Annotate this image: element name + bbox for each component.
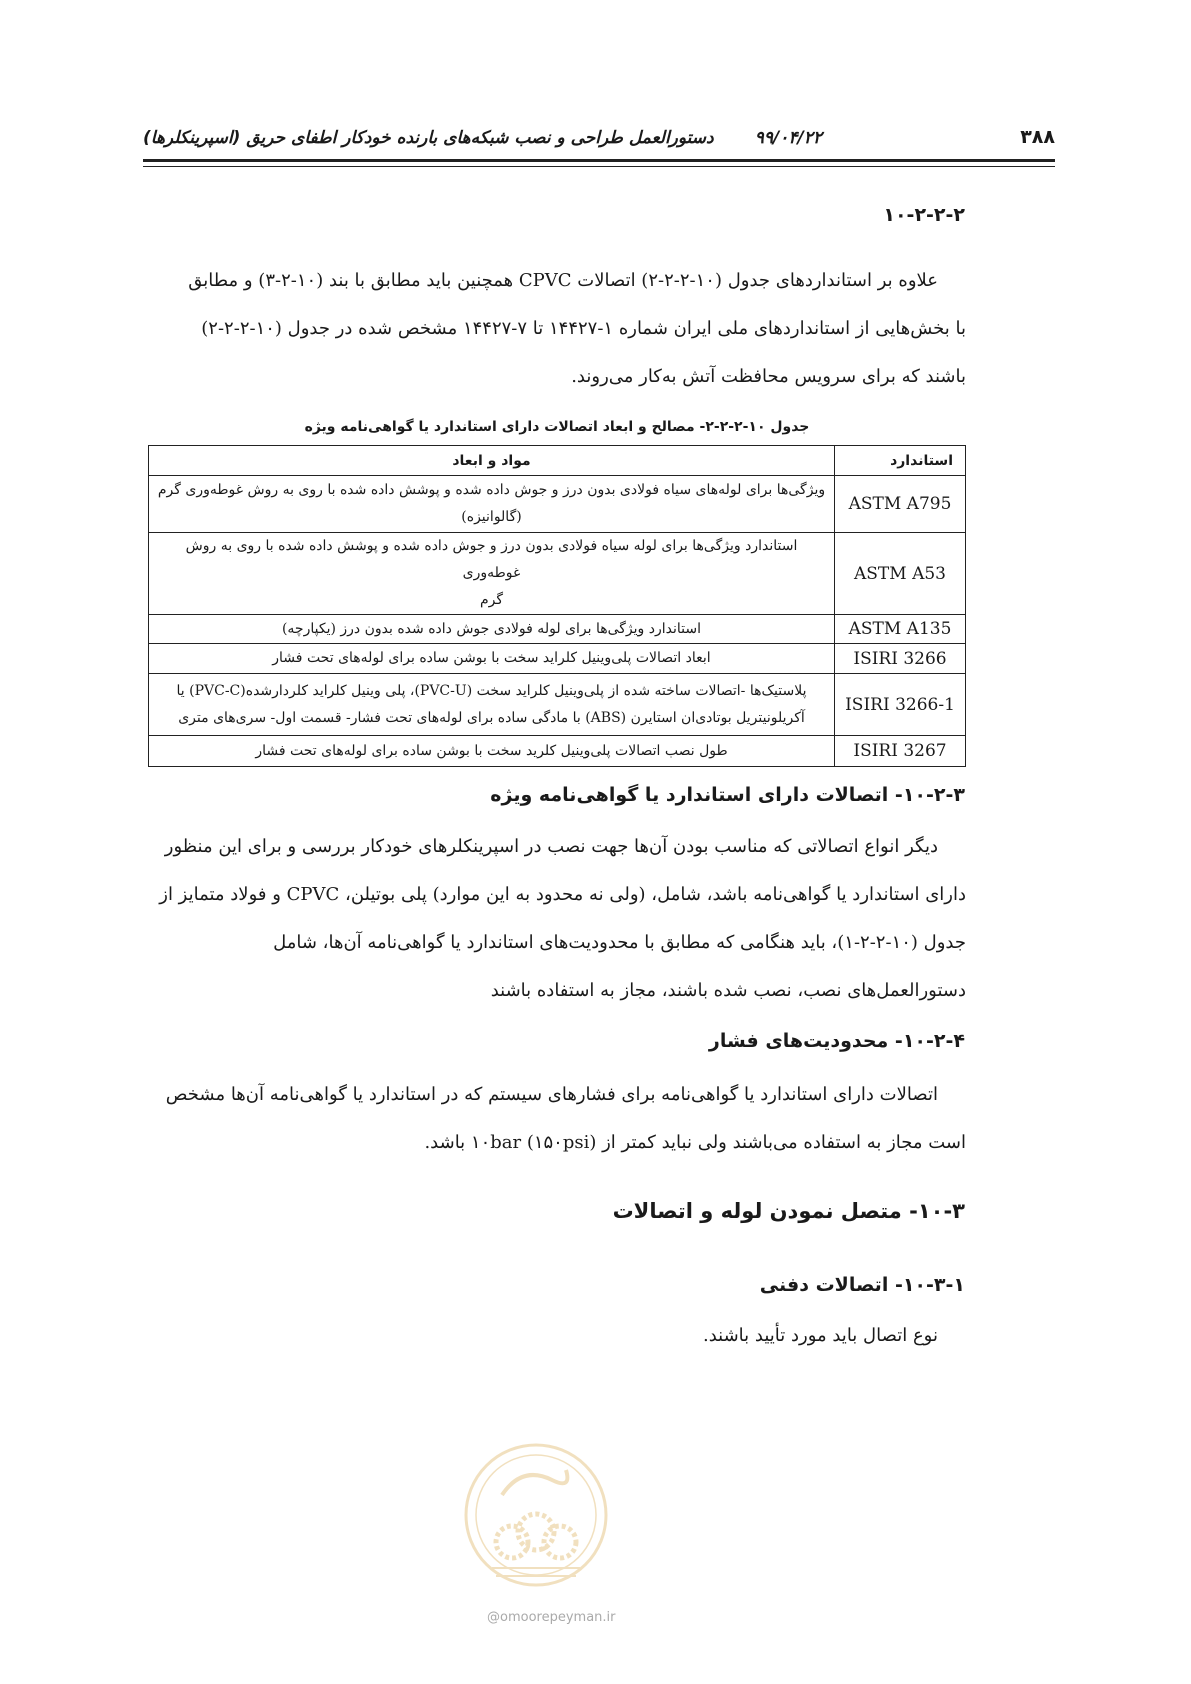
standard-code: ASTM A53 — [835, 533, 966, 615]
paragraph-line: جدول (۱۰-۲-۲-۱)، باید هنگامی که مطابق با محدودیت‌های استاندارد یا گواهی‌نامه آن‌ها، شامل — [273, 932, 966, 953]
paragraph-line: نوع اتصال باید مورد تأیید باشند. — [702, 1325, 938, 1346]
paragraph-line: علاوه بر استانداردهای جدول (۱۰-۲-۲-۲) اتصالات CPVC همچنین باید مطابق با بند (۱۰-۲-۳) و مطابق — [188, 270, 938, 291]
materials-cell — [149, 615, 835, 644]
paragraph-line: دارای استاندارد یا گواهی‌نامه باشد، شامل، (ولی نه محدود به این موارد) پلی بوتیلن، CPVC و فولاد متمایز از — [159, 884, 966, 905]
materials-cell — [149, 476, 835, 533]
header-rule-thin — [143, 166, 1055, 167]
section-2-paragraph — [148, 823, 966, 1015]
paragraph-line: اتصالات دارای استاندارد یا گواهی‌نامه برای فشارهای سیستم که در استاندارد یا گواهی‌نامه آن‌ها مشخص — [165, 1084, 938, 1105]
table-row — [149, 674, 966, 736]
table-row — [149, 644, 966, 674]
materials-cell — [149, 533, 835, 615]
section-heading: ۱۰-۲-۳- اتصالات دارای استاندارد یا گواهی‌نامه ویژه — [490, 784, 965, 806]
section-number: ۱۰-۲-۲-۲ — [883, 204, 965, 226]
paragraph-line: با بخش‌هایی از استانداردهای ملی ایران شماره ۱-۱۴۴۲۷ تا ۷-۱۴۴۲۷ مشخص شده در جدول (۱۰-۲-۲-۲) — [201, 318, 966, 339]
table-header-row — [149, 446, 966, 476]
section-3-paragraph — [148, 1071, 966, 1167]
standard-code: ASTM A135 — [835, 615, 966, 644]
paragraph-line: دیگر انواع اتصالاتی که مناسب بودن آن‌ها جهت نصب در اسپرینکلرهای خودکار بررسی و برای این منظور — [164, 836, 938, 857]
paragraph-line: باشند که برای سرویس محافظت آتش به‌کار می‌روند. — [571, 366, 966, 387]
paragraph-line: دستورالعمل‌های نصب، نصب شده باشند، مجاز به استفاده باشند — [490, 980, 966, 1001]
materials-line: ویژگی‌ها برای لوله‌های سیاه فولادی بدون درز و جوش داده شده و پوشش داده شده با روی به روش غوطه‌وری گرم — [157, 482, 826, 498]
standard-code: ISIRI 3267 — [835, 736, 966, 767]
section-heading: ۱۰-۲-۴- محدودیت‌های فشار — [708, 1030, 965, 1052]
running-header — [143, 126, 1055, 152]
materials-line: آکریلونیتریل بوتادی‌ان استایرن (ABS) با مادگی ساده برای لوله‌های تحت فشار- قسمت اول- سری‌های متری — [178, 709, 805, 726]
table-row — [149, 736, 966, 767]
materials-cell — [149, 674, 835, 736]
standards-table — [148, 445, 966, 767]
standard-code: ISIRI 3266-1 — [835, 674, 966, 736]
standard-code: ISIRI 3266 — [835, 644, 966, 674]
materials-line: (گالوانیزه) — [461, 509, 522, 525]
materials-line: استاندارد ویژگی‌ها برای لوله فولادی جوش داده شده بدون درز (یکپارچه) — [281, 620, 702, 637]
header-date: ۹۹/۰۴/۲۲ — [754, 128, 822, 148]
table-row — [149, 476, 966, 533]
standard-code: ASTM A795 — [835, 476, 966, 533]
section-heading: ۱۰-۳- متصل نمودن لوله و اتصالات — [612, 1199, 965, 1223]
section-5-paragraph — [148, 1312, 966, 1360]
section-1-paragraph — [148, 257, 966, 401]
table-row — [149, 615, 966, 644]
header-rule-thick — [143, 159, 1055, 162]
page-number: ۳۸۸ — [1020, 126, 1055, 148]
header-title: دستورالعمل طراحی و نصب شبکه‌های بارنده خودکار اطفای حریق (اسپرینکلرها) — [143, 128, 714, 148]
materials-cell — [149, 644, 835, 674]
table-caption: جدول ۱۰-۲-۲-۲- مصالح و ابعاد اتصالات دارای استاندارد یا گواهی‌نامه ویژه — [304, 419, 810, 435]
watermark-logo-icon — [462, 1440, 610, 1590]
table-row — [149, 533, 966, 615]
materials-line: ابعاد اتصالات پلی‌وینیل کلراید سخت با بوشن ساده برای لوله‌های تحت فشار — [272, 650, 711, 666]
watermark-site: @omoorepeyman.ir — [487, 1610, 616, 1625]
materials-cell — [149, 736, 835, 767]
section-heading: ۱۰-۳-۱- اتصالات دفنی — [759, 1274, 965, 1296]
column-header-materials: مواد و ابعاد — [149, 446, 835, 476]
column-header-standard: استاندارد — [835, 446, 966, 476]
materials-line: پلاستیک‌ها -اتصالات ساخته شده از پلی‌وینیل کلراید سخت (PVC-U)، پلی وینیل کلراید کلردارشده(PVC-C) یا — [176, 682, 807, 699]
materials-line: طول نصب اتصالات پلی‌وینیل کلرید سخت با بوشن ساده برای لوله‌های تحت فشار — [255, 742, 728, 759]
materials-line: گرم — [479, 592, 504, 608]
materials-line: استاندارد ویژگی‌ها برای لوله سیاه فولادی بدون درز و جوش داده شده و پوشش داده شده با روی به روش غوطه‌وری — [185, 538, 798, 581]
paragraph-line: است مجاز به استفاده می‌باشند ولی نباید کمتر از ۱۰bar (۱۵۰psi) باشد. — [424, 1132, 966, 1153]
